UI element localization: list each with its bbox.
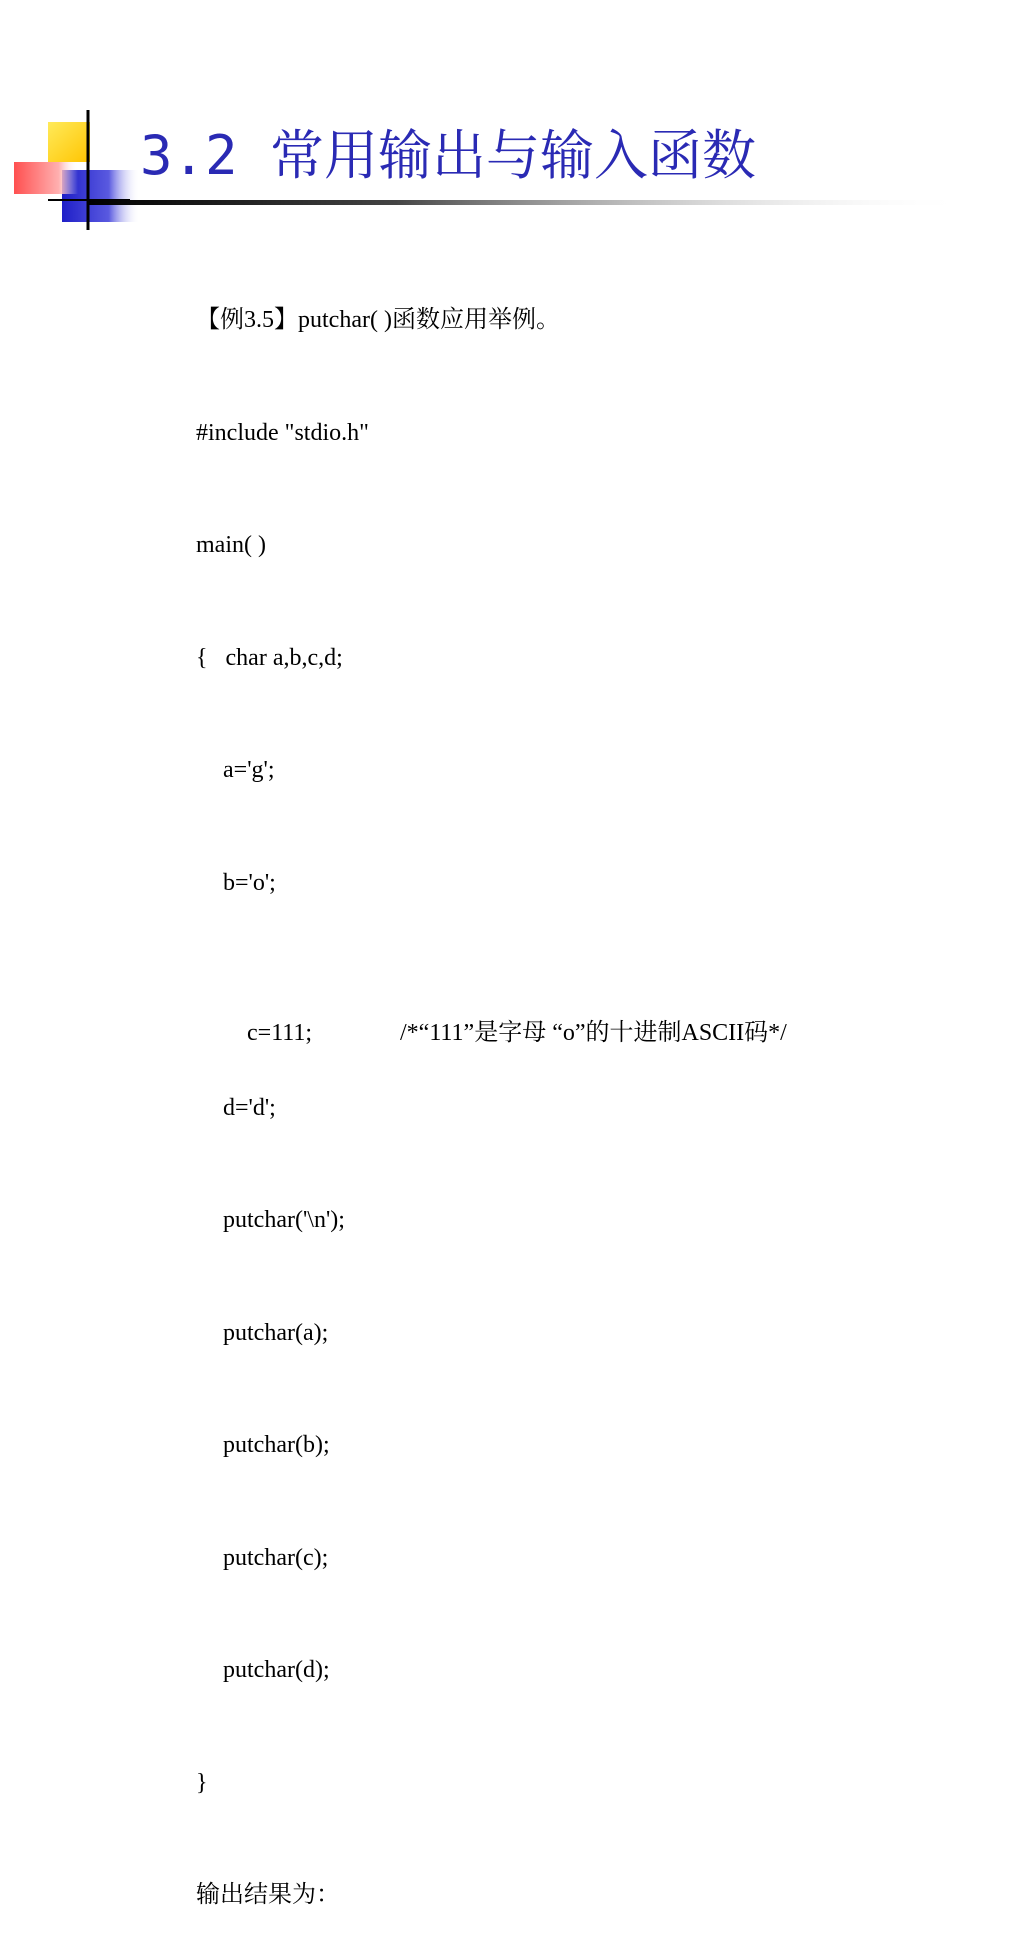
code-line-putchar-c: putchar(c);	[223, 1544, 329, 1571]
code-line-close-brace: }	[196, 1769, 208, 1796]
code-line-putchar-d: putchar(d);	[223, 1657, 330, 1683]
code-line-include: #include "stdio.h"	[196, 419, 369, 446]
yellow-square	[48, 122, 90, 162]
example-heading: 【例3.5】putchar( )函数应用举例。	[196, 307, 560, 333]
code-line-main: main( )	[196, 532, 266, 558]
red-square	[14, 162, 78, 194]
code-line-b-assign: b='o';	[223, 869, 276, 896]
code-line-a-assign: a='g';	[223, 757, 275, 783]
code-line-d-assign: d='d';	[223, 1094, 276, 1121]
output-result-label: 输出结果为：	[196, 1882, 340, 1908]
title-underline	[88, 198, 968, 207]
code-line-putchar-a: putchar(a);	[223, 1319, 329, 1346]
code-line-c-assign	[196, 977, 787, 1046]
code-c-comment: /*“111”是字母 “o”的十进制ASCII码*/	[400, 1019, 787, 1046]
code-line-putchar-newline: putchar('\n');	[223, 1207, 345, 1233]
code-c-statement: c=111;	[247, 1019, 313, 1046]
code-example	[196, 227, 787, 1952]
code-line-open-brace: { char a,b,c,d;	[196, 644, 343, 671]
slide-title: 3.2 常用输出与输入函数	[140, 124, 757, 187]
code-line-putchar-b: putchar(b);	[223, 1432, 330, 1458]
